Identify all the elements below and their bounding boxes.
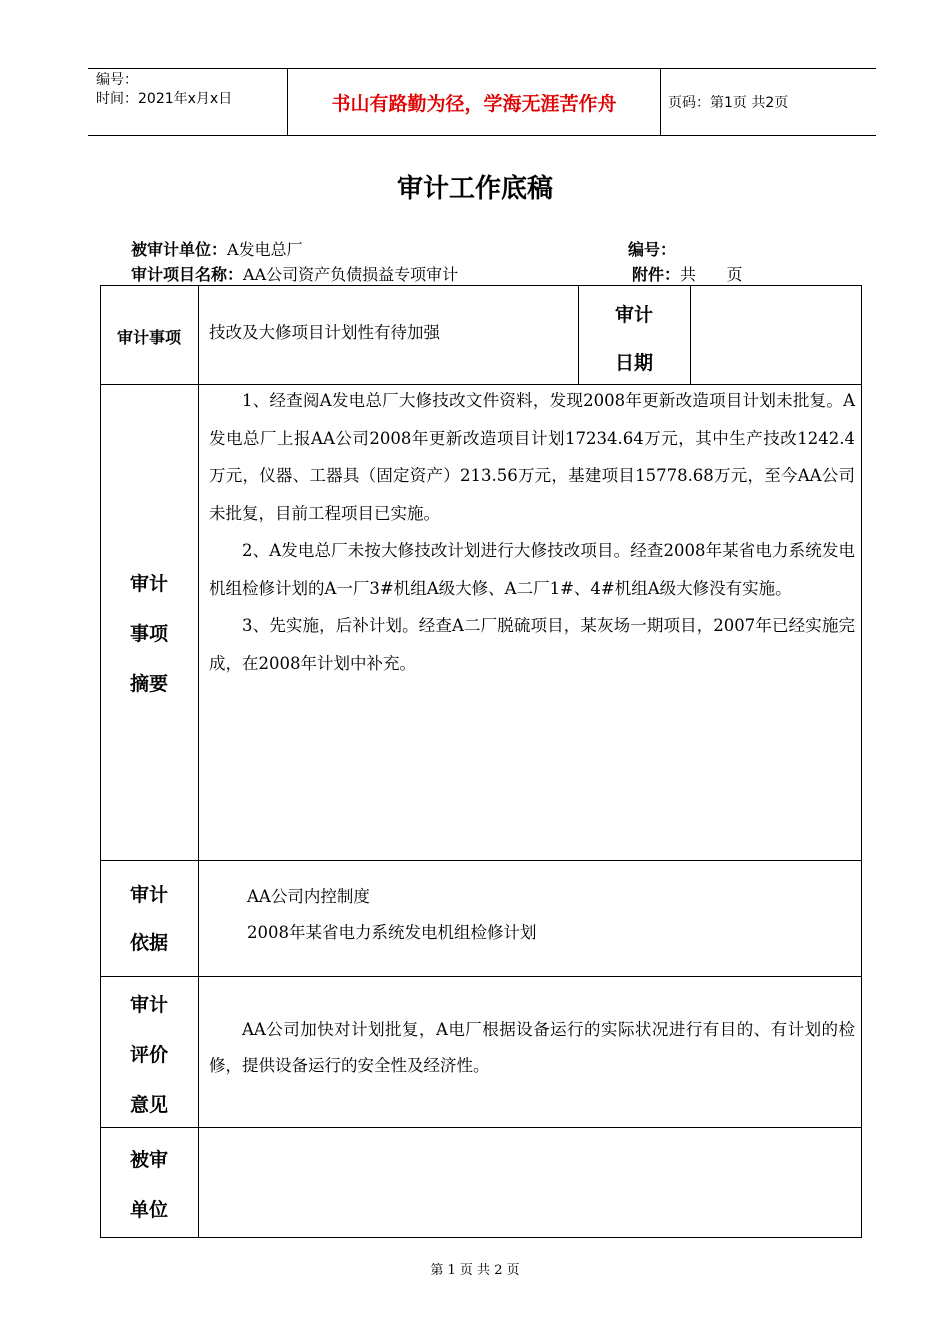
summary-paragraph: 3、先实施，后补计划。经查A二厂脱硫项目，某灰场一期项目，2007年已经实施完成，在2008年计划中补充。 — [209, 616, 855, 673]
opinion-label-3: 意见 — [129, 1094, 168, 1116]
project-line — [131, 262, 458, 285]
header-motto: 书山有路勤为径，学海无涯苦作舟 — [331, 92, 617, 115]
table-rule-3 — [100, 976, 862, 977]
opinion-label — [100, 980, 198, 1130]
table-divider-date-right — [690, 285, 691, 385]
number-line — [628, 237, 676, 260]
opinion-paragraph: AA公司加快对计划批复，A电厂根据设备运行的实际状况进行有目的、有计划的检修，提供设备运行的安全性及经济性。 — [209, 1020, 855, 1075]
summary-label-3: 摘要 — [129, 673, 168, 695]
attachment-label: 附件： — [632, 265, 681, 284]
opinion-label-1: 审计 — [129, 994, 168, 1016]
matter-value: 技改及大修项目计划性有待加强 — [209, 323, 440, 342]
attachment-line — [632, 262, 743, 285]
header-number: 编号： — [96, 72, 138, 88]
table-rule-2 — [100, 860, 862, 861]
audited-unit-line — [131, 237, 303, 260]
opinion-label-2: 评价 — [129, 1044, 168, 1066]
summary-label — [100, 559, 198, 709]
header-page-info: 页码：第1页 共2页 — [668, 95, 789, 111]
basis-label-1: 审计 — [129, 884, 168, 906]
basis-text — [247, 879, 537, 951]
audited-label-1: 被审 — [129, 1149, 168, 1171]
audited-label-2: 单位 — [129, 1199, 168, 1221]
audited-unit-value: A发电总厂 — [227, 240, 303, 259]
basis-label — [100, 871, 198, 967]
basis-line: AA公司内控制度 — [247, 887, 370, 906]
audit-table — [100, 285, 862, 1238]
basis-line: 2008年某省电力系统发电机组检修计划 — [247, 923, 537, 942]
page-footer: 第 1 页 共 2 页 — [430, 1263, 520, 1278]
table-rule-bottom — [100, 1237, 862, 1238]
table-rule-4 — [100, 1127, 862, 1128]
summary-paragraph: 2、A发电总厂未按大修技改计划进行大修技改项目。经查2008年某省电力系统发电机组检修计划的A一厂3#机组A级大修、A二厂1#、4#机组A级大修没有实施。 — [209, 541, 855, 598]
basis-label-2: 依据 — [129, 932, 168, 954]
attachment-value: 共 页 — [680, 265, 743, 284]
table-rule-top — [100, 285, 862, 286]
number-label: 编号： — [628, 240, 677, 259]
header-divider-right — [660, 68, 661, 136]
summary-label-2: 事项 — [129, 623, 168, 645]
date-label-bottom: 日期 — [614, 352, 653, 374]
audited-unit-label: 被审计单位： — [131, 240, 228, 259]
summary-paragraph: 1、经查阅A发电总厂大修技改文件资料，发现2008年更新改造项目计划未批复。A发电总厂上报AA公司2008年更新改造项目计划17234.64万元，其中生产技改1242.4万元，仪器、工器具（固定资产）213.56万元，基建项目15778.68万元，至今AA公司未批复，目前工程项目已实施。 — [209, 391, 855, 523]
opinion-text — [209, 1012, 855, 1084]
summary-label-1: 审计 — [129, 573, 168, 595]
project-label: 审计项目名称： — [131, 265, 244, 284]
document-title: 审计工作底稿 — [396, 174, 553, 204]
header-time: 时间：2021年x月x日 — [96, 91, 233, 107]
date-label-top: 审计 — [614, 304, 653, 326]
matter-label: 审计事项 — [116, 328, 181, 347]
table-divider-label — [198, 285, 199, 1238]
summary-text — [209, 382, 855, 682]
audited-label — [100, 1135, 198, 1235]
table-border-right — [861, 285, 862, 1238]
header-meta — [96, 71, 232, 109]
project-value: AA公司资产负债损益专项审计 — [243, 265, 459, 284]
